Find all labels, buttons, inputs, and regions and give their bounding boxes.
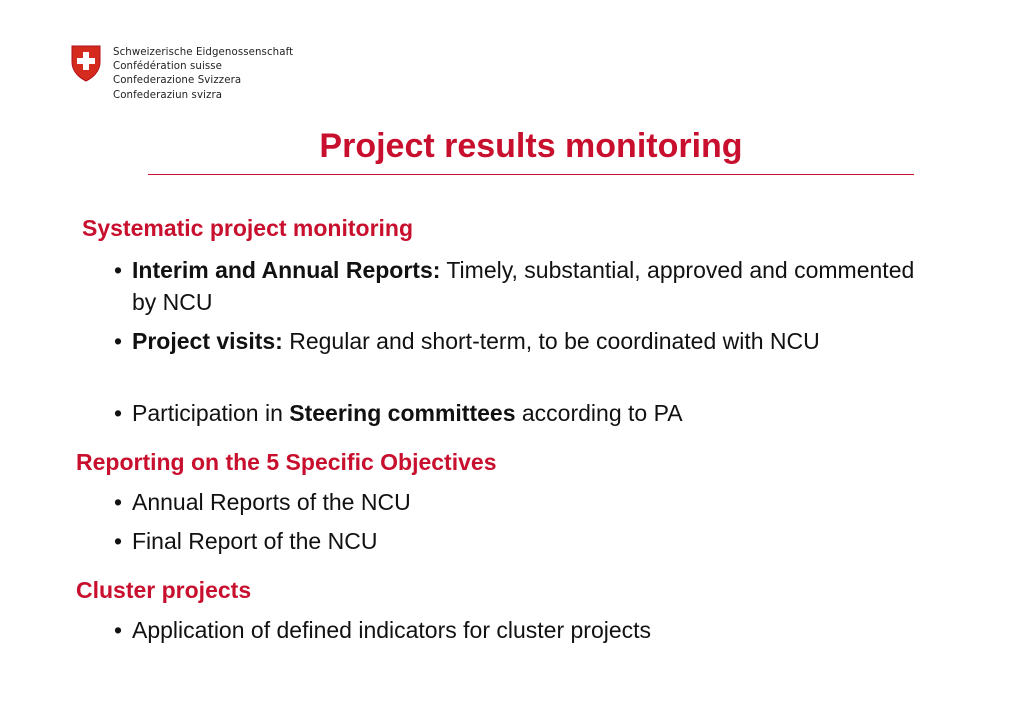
bullet-defined-indicators [114,614,922,646]
org-name-de: Schweizerische Eidgenossenschaft [113,47,294,58]
bullet-dot: • [114,617,123,643]
org-name-fr: Confédération suisse [113,61,223,73]
slide-title: Project results monitoring [319,127,743,165]
bullet-bold-label: Project visits: [132,328,283,354]
bullet-dot: • [114,257,123,283]
bullet-text: Annual Reports of the NCU [132,489,411,515]
bullet-bold-label: Interim and Annual Reports: [132,257,441,283]
bullet-dot: • [114,400,123,426]
bullet-interim-annual-reports [114,254,922,318]
bullet-annual-reports-ncu [114,486,922,518]
section-heading-cluster-projects: Cluster projects [76,577,252,603]
bullet-final-report-ncu [114,525,922,557]
bullet-text: Final Report of the NCU [132,528,378,554]
bullet-dot: • [114,328,123,354]
org-name-it: Confederazione Svizzera [113,75,242,87]
swiss-cross-shield-icon [70,44,102,82]
title-divider [148,174,914,175]
bullet-text: Timely, substantial, approved and commented by NCU [132,257,915,315]
section-heading-reporting-objectives: Reporting on the 5 Specific Objectives [76,449,497,475]
bullet-dot: • [114,489,123,515]
bullet-steering-committees [114,397,922,429]
bullet-bold-label: Steering committees [289,400,516,426]
org-name-rm: Confederaziun svizra [113,89,223,101]
bullet-project-visits [114,325,922,357]
section-heading-systematic-monitoring: Systematic project monitoring [82,215,414,241]
org-names [113,46,293,103]
bullet-text-post: according to PA [515,400,683,426]
bullet-text: Application of defined indicators for cluster projects [132,617,652,643]
bullet-text: Regular and short-term, to be coordinated with NCU [282,328,820,354]
bullet-dot: • [114,528,123,554]
bullet-text-pre: Participation in [132,400,290,426]
